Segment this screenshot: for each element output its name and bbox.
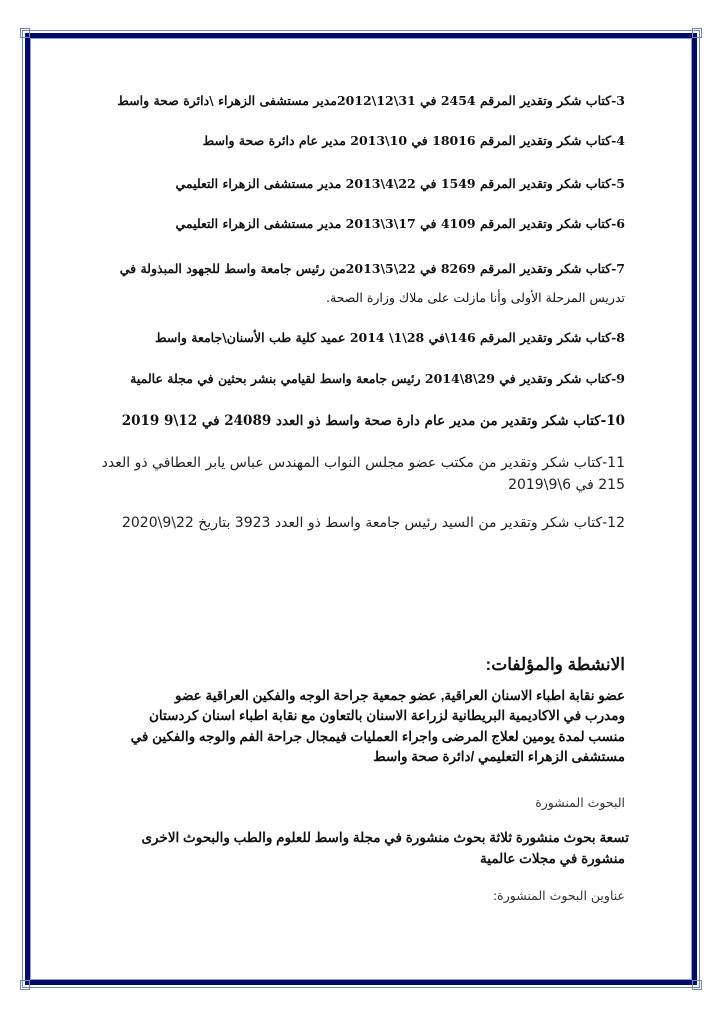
activities-heading: الانشطة والمؤلفات: — [485, 655, 625, 674]
activities-line: مستشفى الزهراء التعليمي /دائرة صحة واسط — [373, 749, 625, 764]
published-line: منشورة في مجلات عالمية — [480, 851, 625, 866]
letter-item-12: 12-كتاب شكر وتقدير من السيد رئيس جامعة واسط ذو العدد 3923 بتاريخ 22\9\2020 — [121, 515, 625, 531]
frame-corner-ornament — [692, 980, 702, 990]
published-line: تسعة بحوث منشورة ثلاثة بحوث منشورة في مجلة واسط للعلوم والطب والبحوث الاخرى — [141, 830, 629, 845]
activities-line: منسب لمدة يومين لعلاج المرضى واجراء العمليات فيمجال جراحة الفم والوجه والفكين في — [130, 729, 625, 744]
letter-item-4: 4-كتاب شكر وتقدير المرقم 18016 في 10\2013 مدير عام دائرة صحة واسط — [202, 133, 625, 148]
letter-item-7: 7-كتاب شكر وتقدير المرقم 8269 في 22\5\2013من رئيس جامعة واسط للجهود المبذولة في — [119, 261, 625, 276]
letter-item-3: 3-كتاب شكر وتقدير المرقم 2454 في 31\12\2012مدير مستشفى الزهراء \دائرة صحة واسط — [117, 93, 625, 108]
letter-item-11-continuation: 215 في 6\9\2019 — [508, 477, 625, 493]
published-research-heading: البحوث المنشورة — [535, 795, 625, 810]
frame-corner-ornament — [20, 980, 30, 990]
letter-item-9: 9-كتاب شكر وتقدير في 29\8\2014 رئيس جامعة واسط لقيامي بنشر بحثين في مجلة عالمية — [130, 371, 625, 386]
activities-line: عضو نقابة اطباء الاسنان العراقية, عضو جمعية جراحة الوجه والفكين العراقية عضو — [174, 688, 625, 703]
frame-corner-ornament — [692, 28, 702, 38]
letter-item-8: 8-كتاب شكر وتقدير المرقم 146\في 28\1\ 2014 عميد كلية طب الأسنان\جامعة واسط — [155, 330, 625, 345]
letter-item-7-continuation: تدريس المرحلة الأولى وأنا مازلت على ملاك وزارة الصحة. — [325, 290, 625, 305]
frame-corner-ornament — [20, 28, 30, 38]
research-titles-heading: عناوين البحوث المنشورة: — [492, 888, 625, 903]
letter-item-11: 11-كتاب شكر وتقدير من مكتب عضو مجلس النواب المهندس عباس يابر العطافي ذو العدد — [101, 455, 625, 471]
letter-item-6: 6-كتاب شكر وتقدير المرقم 4109 في 17\3\2013 مدير مستشفى الزهراء التعليمي — [175, 216, 625, 231]
activities-line: ومدرب في الاكاديمية البريطانية لزراعة الاسنان بالتعاون مع نقابة اطباء اسنان كردستان — [148, 708, 625, 723]
letter-item-5: 5-كتاب شكر وتقدير المرقم 1549 في 22\4\2013 مدير مستشفى الزهراء التعليمي — [175, 176, 625, 191]
letter-item-10: 10-كتاب شكر وتقدير من مدير عام دارة صحة واسط ذو العدد 24089 في 12\9 2019 — [121, 413, 625, 429]
